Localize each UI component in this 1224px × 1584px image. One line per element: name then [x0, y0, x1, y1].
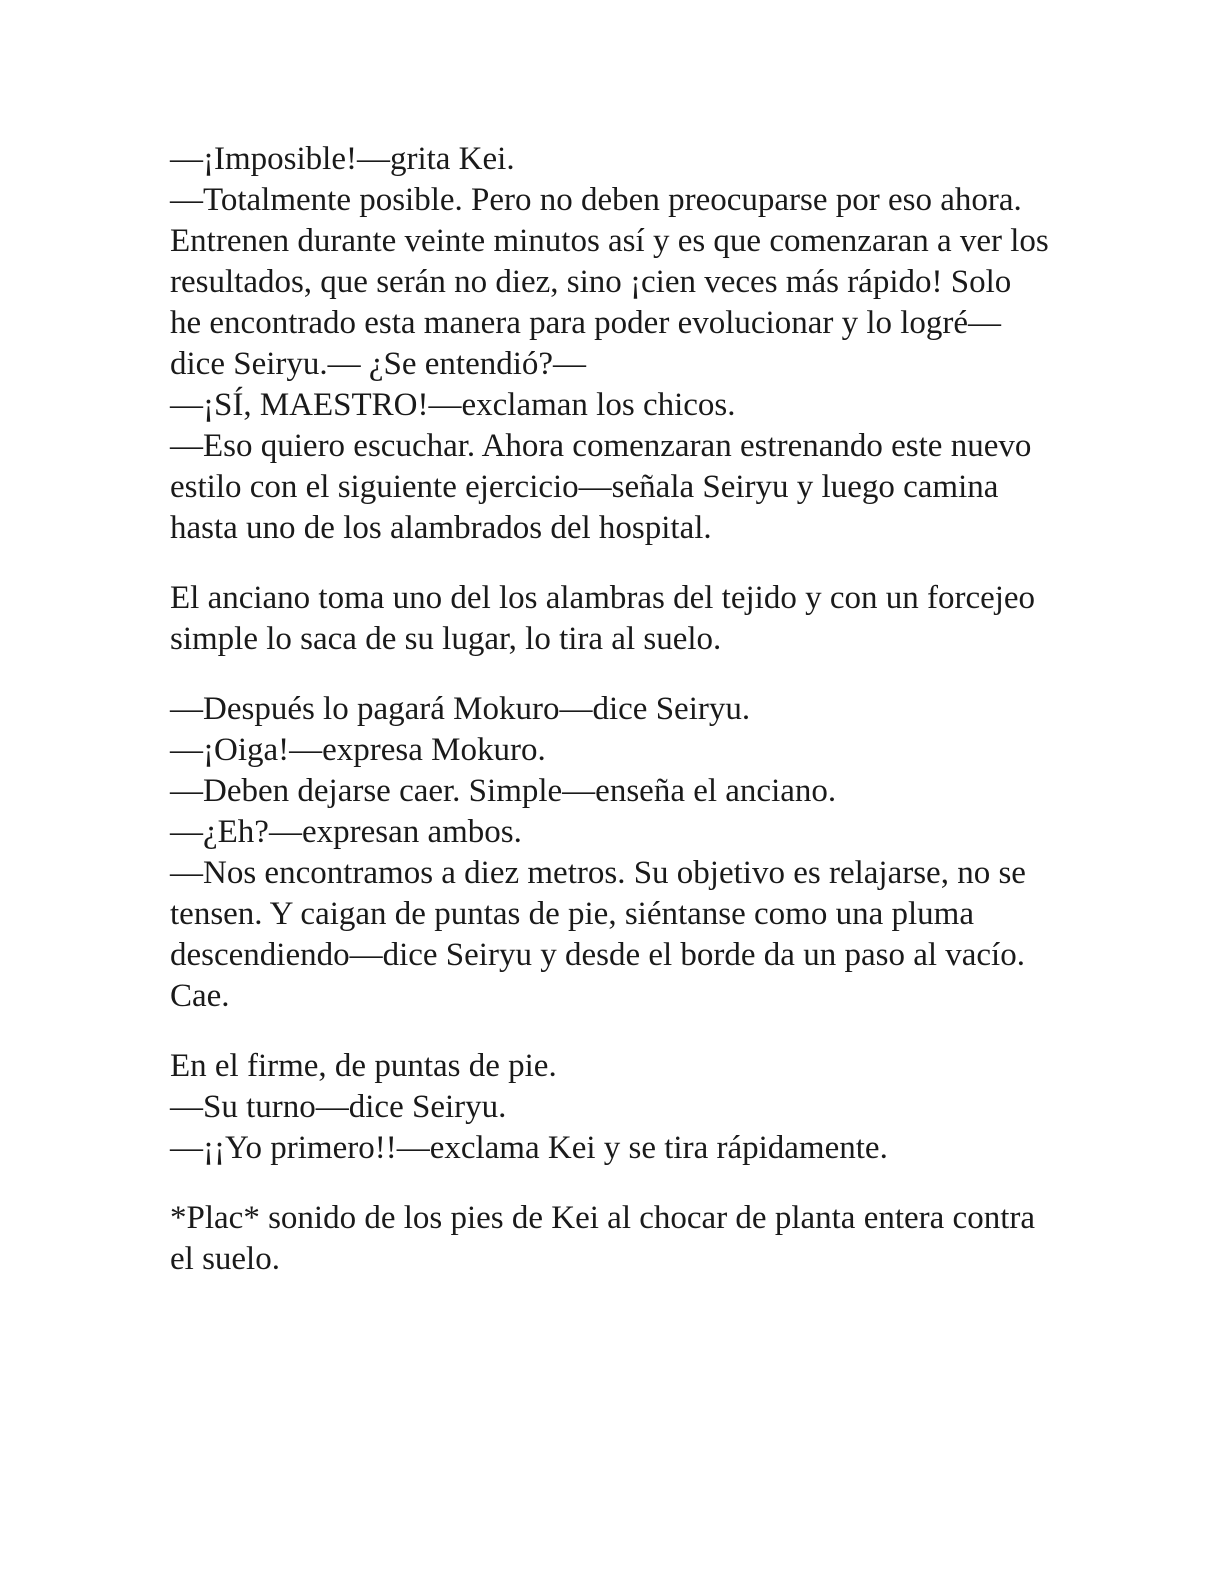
paragraph: —Nos encontramos a diez metros. Su objetivo es relajarse, no se tensen. Y caigan de puntas de pie, siéntanse como una pluma descendiendo—dice Seiryu y desde el borde da un paso al vacío. Cae. — [170, 855, 1026, 1014]
paragraph-gap — [170, 660, 1050, 689]
paragraph: El anciano toma uno del los alambras del tejido y con un forcejeo simple lo saca de su lugar, lo tira al suelo. — [170, 580, 1036, 657]
paragraph: —¡SÍ, MAESTRO!—exclaman los chicos. — [170, 387, 736, 423]
paragraph-gap — [170, 549, 1050, 578]
paragraph-gap — [170, 1169, 1050, 1198]
paragraph: —Totalmente posible. Pero no deben preocuparse por eso ahora. Entrenen durante veinte minutos así y es que comenzaran a ver los resultados, que serán no diez, sino ¡cien veces más rápido! Solo he encontrado esta manera para poder evolucionar y lo logré—dice Seiryu.— ¿Se entendió?— — [170, 182, 1049, 382]
paragraph: —Eso quiero escuchar. Ahora comenzaran estrenando este nuevo estilo con el siguiente ejercicio—señala Seiryu y luego camina hasta uno de los alambrados del hospital. — [170, 428, 1032, 546]
paragraph: —¿Eh?—expresan ambos. — [170, 814, 522, 850]
paragraph: —Su turno—dice Seiryu. — [170, 1089, 507, 1125]
body-text — [170, 139, 1050, 1280]
paragraph: En el firme, de puntas de pie. — [170, 1048, 557, 1084]
paragraph: —¡¡Yo primero!!—exclama Kei y se tira rápidamente. — [170, 1130, 888, 1166]
paragraph: —Deben dejarse caer. Simple—enseña el anciano. — [170, 773, 837, 809]
paragraph: —¡Oiga!—expresa Mokuro. — [170, 732, 546, 768]
paragraph: *Plac* sonido de los pies de Kei al chocar de planta entera contra el suelo. — [170, 1200, 1036, 1277]
paragraph: —Después lo pagará Mokuro—dice Seiryu. — [170, 691, 751, 727]
paragraph: —¡Imposible!—grita Kei. — [170, 141, 515, 177]
paragraph-gap — [170, 1017, 1050, 1046]
